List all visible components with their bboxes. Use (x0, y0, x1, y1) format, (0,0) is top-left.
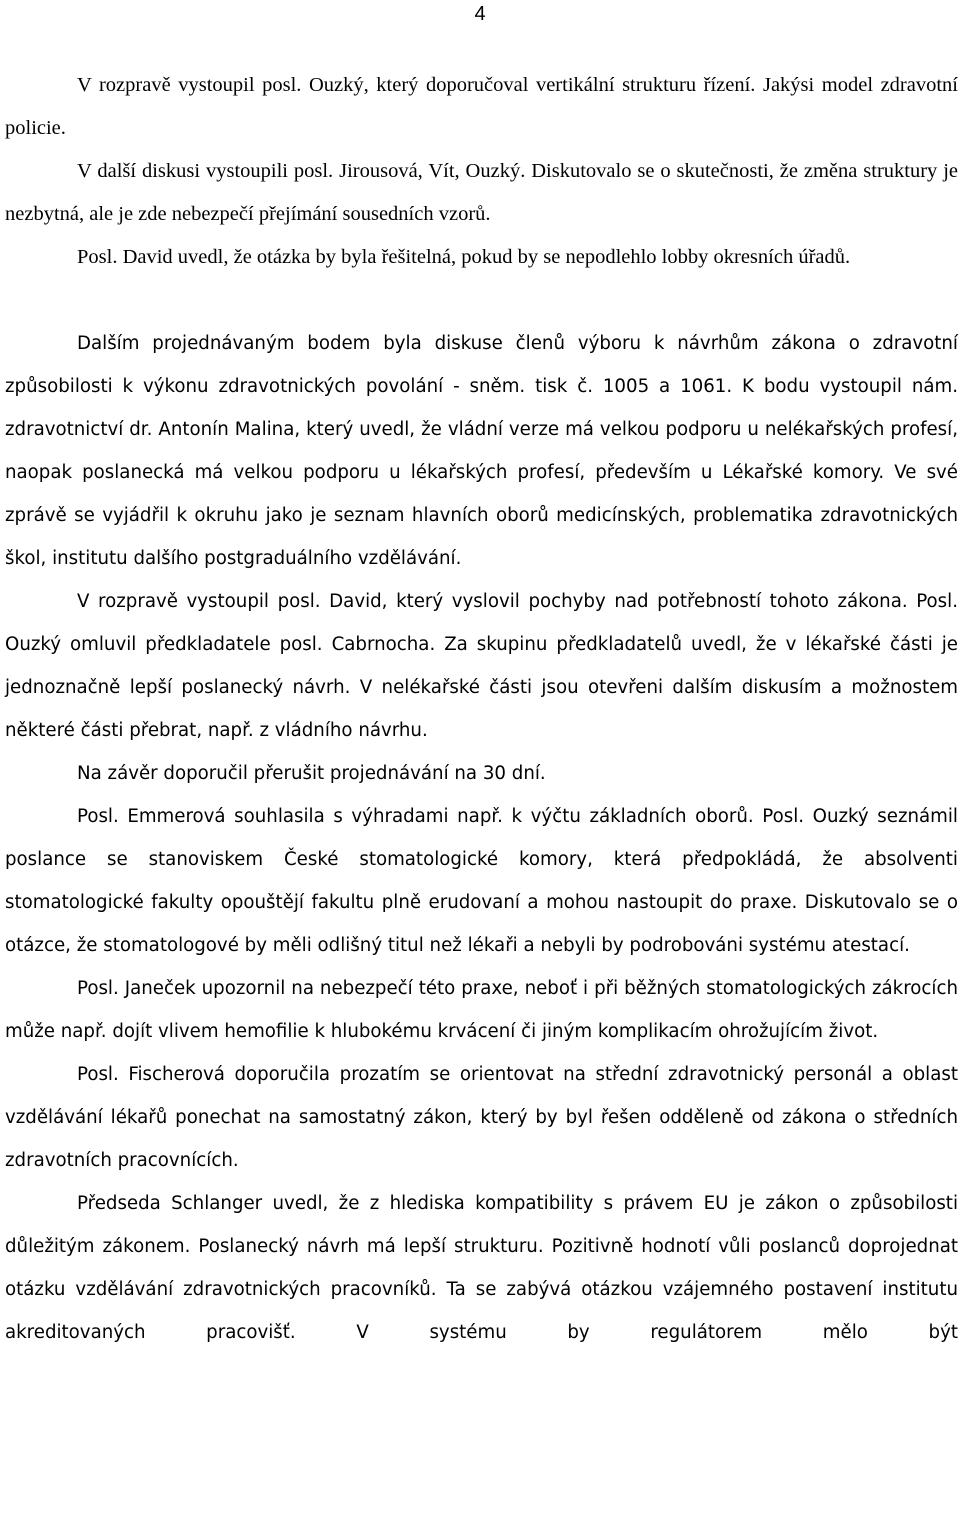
paragraph: Posl. Janeček upozornil na nebezpečí této praxe, neboť i při běžných stomatologických zákrocích může např. dojít vlivem hemofilie k hlubokému krvácení či jiným komplikacím ohrožujícím život. (5, 978, 958, 1042)
section-committee-discussion (5, 64, 958, 279)
section-health-law-discussion (5, 322, 958, 1354)
paragraph: Posl. Emmerová souhlasila s výhradami např. k výčtu základních oborů. Posl. Ouzký seznámil poslance se stanoviskem České stomatologické komory, která předpokládá, že absolventi stomatologické fakulty opouštějí fakultu plně erudovaní a mohou nastoupit do praxe. Diskutovalo se o otázce, že stomatologové by měli odlišný titul než lékaři a nebyli by podrobováni systému atestací. (5, 806, 958, 956)
paragraph: Posl. Fischerová doporučila prozatím se orientovat na střední zdravotnický personál a oblast vzdělávání lékařů ponechat na samostatný zákon, který by byl řešen odděleně od zákona o středních zdravotních pracovnících. (5, 1064, 958, 1171)
document-body (5, 64, 958, 1354)
page-number: 4 (474, 3, 486, 25)
paragraph: V další diskusi vystoupili posl. Jirousová, Vít, Ouzký. Diskutovalo se o skutečnosti, že změna struktury je nezbytná, ale je zde nebezpečí přejímání sousedních vzorů. (5, 160, 958, 225)
paragraph: V rozpravě vystoupil posl. Ouzký, který doporučoval vertikální strukturu řízení. Jakýsi model zdravotní policie. (5, 74, 958, 139)
paragraph: Předseda Schlanger uvedl, že z hlediska kompatibility s právem EU je zákon o způsobilosti důležitým zákonem. Poslanecký návrh má lepší strukturu. Pozitivně hodnotí vůli poslanců doprojednat otázku vzdělávání zdravotnických pracovníků. Ta se zabývá otázkou vzájemného postavení institutu akreditovaných pracovišť. V systému by regulátorem mělo být (5, 1193, 958, 1343)
paragraph: V rozpravě vystoupil posl. David, který vyslovil pochyby nad potřebností tohoto zákona. Posl. Ouzký omluvil předkladatele posl. Cabrnocha. Za skupinu předkladatelů uvedl, že v lékařské části je jednoznačně lepší poslanecký návrh. V nelékařské části jsou otevřeni dalším diskusím a možnostem některé části přebrat, např. z vládního návrhu. (5, 591, 958, 741)
paragraph: Na závěr doporučil přerušit projednávání na 30 dní. (77, 763, 546, 784)
paragraph: Dalším projednávaným bodem byla diskuse členů výboru k návrhům zákona o zdravotní způsobilosti k výkonu zdravotnických povolání - sněm. tisk č. 1005 a 1061. K bodu vystoupil nám. zdravotnictví dr. Antonín Malina, který uvedl, že vládní verze má velkou podporu u nelékařských profesí, naopak poslanecká má velkou podporu u lékařských profesí, především u Lékařské komory. Ve své zprávě se vyjádřil k okruhu jako je seznam hlavních oborů medicínských, problematika zdravotnických škol, institutu dalšího postgraduálního vzdělávání. (5, 333, 958, 569)
paragraph: Posl. David uvedl, že otázka by byla řešitelná, pokud by se nepodlehlo lobby okresních úřadů. (77, 246, 851, 268)
